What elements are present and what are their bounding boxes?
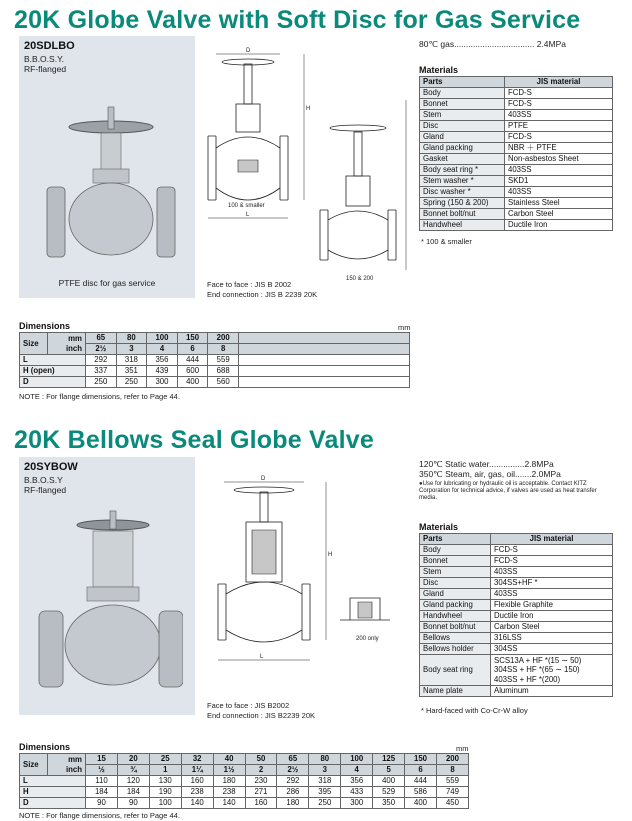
material-part: Handwheel bbox=[420, 220, 505, 231]
dim-value: 444 bbox=[405, 776, 437, 787]
dim-row bbox=[20, 776, 469, 787]
model-connection: RF-flanged bbox=[24, 64, 67, 74]
dim-value: 190 bbox=[149, 787, 181, 798]
dim-inch-value: 5 bbox=[373, 765, 405, 776]
dim-mm-value: 80 bbox=[116, 333, 147, 344]
valve-photo bbox=[33, 505, 183, 705]
dim-value: 180 bbox=[277, 798, 309, 809]
material-value: FCD-S bbox=[505, 88, 613, 99]
materials-title: Materials bbox=[419, 65, 459, 75]
material-value: Stainless Steel bbox=[505, 198, 613, 209]
dim-row-label: D bbox=[20, 798, 86, 809]
dim-mm-value: 50 bbox=[245, 754, 277, 765]
dim-value: 318 bbox=[116, 355, 147, 366]
dim-value: 300 bbox=[341, 798, 373, 809]
dim-inch-value: 2½ bbox=[86, 344, 117, 355]
model-code: 20SYBOW bbox=[24, 461, 78, 473]
dim-inch-value: 8 bbox=[436, 765, 468, 776]
dim-mm-value: 65 bbox=[86, 333, 117, 344]
material-part: Body seat ring * bbox=[420, 165, 505, 176]
model-type: B.B.O.S.Y. bbox=[24, 54, 65, 64]
dim-value: 110 bbox=[86, 776, 118, 787]
material-row bbox=[420, 176, 613, 187]
material-value: FCD-S bbox=[491, 545, 613, 556]
dim-value: 130 bbox=[149, 776, 181, 787]
material-row bbox=[420, 644, 613, 655]
material-row bbox=[420, 198, 613, 209]
dimensions-table-2 bbox=[19, 753, 469, 809]
dim-mm-value: 80 bbox=[309, 754, 341, 765]
material-part: Bonnet bolt/nut bbox=[420, 209, 505, 220]
section1-drawing bbox=[200, 40, 415, 280]
material-value bbox=[491, 655, 613, 686]
material-row bbox=[420, 578, 613, 589]
material-value: Non-asbestos Sheet bbox=[505, 154, 613, 165]
seat-ring-value: SCS13A + HF *(15 ∼ 50) bbox=[494, 655, 582, 665]
dim-value: 433 bbox=[341, 787, 373, 798]
dimensions-title: Dimensions bbox=[19, 321, 71, 331]
dim-value: 400 bbox=[177, 377, 208, 388]
face-to-face: Face to face : JIS B2002 bbox=[207, 701, 290, 710]
dim-value: 238 bbox=[213, 787, 245, 798]
material-row bbox=[420, 209, 613, 220]
material-part: Disc bbox=[420, 578, 491, 589]
material-value: 304SS bbox=[491, 644, 613, 655]
dim-value: 688 bbox=[208, 366, 239, 377]
dim-row-label: L bbox=[20, 776, 86, 787]
material-value: Aluminum bbox=[491, 686, 613, 697]
dim-inch-value: 2 bbox=[245, 765, 277, 776]
dim-mm-label: mm bbox=[48, 333, 86, 344]
dim-inch-value: 3 bbox=[309, 765, 341, 776]
model-connection: RF-flanged bbox=[24, 485, 67, 495]
material-value: 403SS bbox=[505, 165, 613, 176]
material-value: Ductile Iron bbox=[491, 611, 613, 622]
material-part: Gland bbox=[420, 589, 491, 600]
material-part: Bellows holder bbox=[420, 644, 491, 655]
dim-value: 300 bbox=[147, 377, 178, 388]
dim-value: 100 bbox=[149, 798, 181, 809]
dim-value: 356 bbox=[341, 776, 373, 787]
material-value: Flexible Graphite bbox=[491, 600, 613, 611]
material-value: 403SS bbox=[505, 110, 613, 121]
dim-value: 559 bbox=[436, 776, 468, 787]
material-row bbox=[420, 187, 613, 198]
material-value: PTFE bbox=[505, 121, 613, 132]
dim-inch-label: inch bbox=[48, 765, 86, 776]
material-part: Body bbox=[420, 88, 505, 99]
material-value: Ductile Iron bbox=[505, 220, 613, 231]
material-part: Stem bbox=[420, 567, 491, 578]
pressure-rating: 80℃ gas.................................. 2.4MPa bbox=[419, 39, 567, 49]
dim-size-label: Size bbox=[20, 754, 48, 776]
dim-value: 749 bbox=[436, 787, 468, 798]
material-value: FCD-S bbox=[505, 132, 613, 143]
dim-h-label: H bbox=[306, 106, 311, 112]
dim-row bbox=[20, 798, 469, 809]
dim-mm-label: mm bbox=[48, 754, 86, 765]
dim-row-label: D bbox=[20, 377, 86, 388]
valve-photo bbox=[39, 91, 179, 271]
material-part: Bonnet bbox=[420, 99, 505, 110]
dim-mm-value: 100 bbox=[341, 754, 373, 765]
materials-note: * 100 & smaller bbox=[421, 237, 472, 246]
material-part: Disc bbox=[420, 121, 505, 132]
material-part: Handwheel bbox=[420, 611, 491, 622]
dim-l-label: L bbox=[246, 212, 250, 218]
pressure-rating-2: 350℃ Steam, air, gas, oil.......2.0MPa bbox=[419, 469, 561, 479]
dim-blank bbox=[239, 377, 410, 388]
material-value: NBR ＋ PTFE bbox=[505, 143, 613, 154]
material-row bbox=[420, 611, 613, 622]
dim-value: 180 bbox=[213, 776, 245, 787]
material-part: Name plate bbox=[420, 686, 491, 697]
dim-row bbox=[20, 366, 410, 377]
dim-value: 271 bbox=[245, 787, 277, 798]
dim-blank bbox=[239, 355, 410, 366]
dim-value: 160 bbox=[245, 798, 277, 809]
dim-mm-value: 100 bbox=[147, 333, 178, 344]
material-row bbox=[420, 99, 613, 110]
dim-value: 292 bbox=[86, 355, 117, 366]
photo-caption: PTFE disc for gas service bbox=[58, 278, 156, 288]
dim-inch-value: 1 bbox=[149, 765, 181, 776]
material-part: Stem bbox=[420, 110, 505, 121]
dim-value: 559 bbox=[208, 355, 239, 366]
dim-mm-value: 200 bbox=[208, 333, 239, 344]
dim-mm-value: 65 bbox=[277, 754, 309, 765]
material-part: Gasket bbox=[420, 154, 505, 165]
material-row bbox=[420, 545, 613, 556]
dim-inch-value: 3 bbox=[116, 344, 147, 355]
dim-value: 450 bbox=[436, 798, 468, 809]
dim-value: 230 bbox=[245, 776, 277, 787]
materials-table-2 bbox=[419, 533, 613, 697]
material-part: Stem washer * bbox=[420, 176, 505, 187]
model-type: B.B.O.S.Y bbox=[24, 475, 63, 485]
material-part: Bellows bbox=[420, 633, 491, 644]
flange-note: NOTE : For flange dimensions, refer to Page 44. bbox=[19, 392, 180, 401]
material-part: Disc washer * bbox=[420, 187, 505, 198]
materials-title: Materials bbox=[419, 522, 459, 532]
dim-value: 90 bbox=[117, 798, 149, 809]
dim-value: 318 bbox=[309, 776, 341, 787]
dim-row-label: H (open) bbox=[20, 366, 86, 377]
material-row bbox=[420, 88, 613, 99]
dim-row bbox=[20, 377, 410, 388]
material-part: Gland packing bbox=[420, 600, 491, 611]
dim-value: 184 bbox=[86, 787, 118, 798]
dim-inch-value: ¾ bbox=[117, 765, 149, 776]
materials-header-parts: Parts bbox=[420, 77, 505, 88]
dim-value: 140 bbox=[213, 798, 245, 809]
dim-value: 351 bbox=[116, 366, 147, 377]
dim-inch-value: 8 bbox=[208, 344, 239, 355]
material-part: Bonnet bbox=[420, 556, 491, 567]
material-row bbox=[420, 567, 613, 578]
materials-table-1 bbox=[419, 76, 613, 231]
dimensions-table-1 bbox=[19, 332, 410, 388]
material-row bbox=[420, 622, 613, 633]
dim-row-label: L bbox=[20, 355, 86, 366]
pressure-rating-1: 120℃ Static water...............2.8MPa bbox=[419, 459, 554, 469]
dim-value: 400 bbox=[373, 776, 405, 787]
dim-inch-value: 6 bbox=[177, 344, 208, 355]
section2-photo-panel bbox=[19, 457, 195, 715]
material-row bbox=[420, 589, 613, 600]
dim-value: 586 bbox=[405, 787, 437, 798]
section1-photo-panel bbox=[19, 36, 195, 298]
dimensions-unit: mm bbox=[456, 744, 469, 753]
dim-mm-value: 20 bbox=[117, 754, 149, 765]
dim-row bbox=[20, 787, 469, 798]
drawing-label-small: 100 & smaller bbox=[228, 203, 265, 209]
end-connection: End connection : JIS B 2239 20K bbox=[207, 290, 318, 299]
materials-header-material: JIS material bbox=[491, 534, 613, 545]
material-value: 403SS bbox=[505, 187, 613, 198]
dim-value: 250 bbox=[309, 798, 341, 809]
dim-value: 337 bbox=[86, 366, 117, 377]
dim-value: 600 bbox=[177, 366, 208, 377]
dim-value: 120 bbox=[117, 776, 149, 787]
dim-value: 140 bbox=[181, 798, 213, 809]
dimensions-title: Dimensions bbox=[19, 742, 71, 752]
dim-value: 439 bbox=[147, 366, 178, 377]
material-row bbox=[420, 556, 613, 567]
dim-value: 529 bbox=[373, 787, 405, 798]
dim-mm-value: 200 bbox=[436, 754, 468, 765]
dim-size-label: Size bbox=[20, 333, 48, 355]
dim-inch-value: 4 bbox=[341, 765, 373, 776]
section1-title: 20K Globe Valve with Soft Disc for Gas Service bbox=[14, 6, 581, 34]
dim-inch-value: 6 bbox=[405, 765, 437, 776]
dim-row-label: H bbox=[20, 787, 86, 798]
dim-inch-value: 2½ bbox=[277, 765, 309, 776]
dim-value: 184 bbox=[117, 787, 149, 798]
dim-value: 250 bbox=[116, 377, 147, 388]
material-value: FCD-S bbox=[505, 99, 613, 110]
material-part: Gland packing bbox=[420, 143, 505, 154]
material-value: SKD1 bbox=[505, 176, 613, 187]
material-row bbox=[420, 165, 613, 176]
dim-value: 286 bbox=[277, 787, 309, 798]
materials-header-material: JIS material bbox=[505, 77, 613, 88]
dim-value: 395 bbox=[309, 787, 341, 798]
materials-header-parts: Parts bbox=[420, 534, 491, 545]
dim-inch-value: ½ bbox=[86, 765, 118, 776]
material-value: 403SS bbox=[491, 567, 613, 578]
material-part: Gland bbox=[420, 132, 505, 143]
dim-value: 238 bbox=[181, 787, 213, 798]
dimensions-unit: mm bbox=[398, 323, 411, 332]
dim-mm-value: 150 bbox=[405, 754, 437, 765]
dim-d-label: D bbox=[246, 48, 251, 54]
material-row bbox=[420, 132, 613, 143]
flange-note: NOTE : For flange dimensions, refer to Page 44. bbox=[19, 811, 180, 820]
end-connection: End connection : JIS B2239 20K bbox=[207, 711, 315, 720]
material-row bbox=[420, 110, 613, 121]
dim-inch-value: 1½ bbox=[213, 765, 245, 776]
materials-note: * Hard-faced with Co-Cr-W alloy bbox=[421, 706, 528, 715]
dim-inch-value: 4 bbox=[147, 344, 178, 355]
dim-value: 90 bbox=[86, 798, 118, 809]
dim-mm-value: 125 bbox=[373, 754, 405, 765]
dim-h-label: H bbox=[328, 552, 333, 558]
seat-ring-value: 304SS + HF *(65 ∼ 150) bbox=[494, 665, 580, 675]
dim-value: 400 bbox=[405, 798, 437, 809]
dim-mm-value: 32 bbox=[181, 754, 213, 765]
material-value: 316LSS bbox=[491, 633, 613, 644]
dim-inch-label: inch bbox=[48, 344, 86, 355]
material-value: Carbon Steel bbox=[505, 209, 613, 220]
dim-value: 560 bbox=[208, 377, 239, 388]
dim-value: 444 bbox=[177, 355, 208, 366]
material-value: FCD-S bbox=[491, 556, 613, 567]
dim-blank bbox=[239, 366, 410, 377]
material-part: Body seat ring bbox=[420, 655, 491, 686]
section2-drawing bbox=[200, 470, 415, 700]
material-row bbox=[420, 154, 613, 165]
dim-value: 350 bbox=[373, 798, 405, 809]
drawing-label-large: 150 & 200 bbox=[346, 276, 374, 280]
material-value: Carbon Steel bbox=[491, 622, 613, 633]
dim-mm-value: 25 bbox=[149, 754, 181, 765]
material-row bbox=[420, 220, 613, 231]
section2-title: 20K Bellows Seal Globe Valve bbox=[14, 426, 374, 454]
model-code: 20SDLBO bbox=[24, 40, 75, 52]
dim-value: 356 bbox=[147, 355, 178, 366]
dim-row bbox=[20, 355, 410, 366]
rating-note: ●Use for lubricating or hydraulic oil is acceptable. Contact KITZ Corporation for technical advice, if valves are used as heat transfer media. bbox=[419, 481, 597, 501]
dim-value: 250 bbox=[86, 377, 117, 388]
material-row bbox=[420, 633, 613, 644]
dim-l-label: L bbox=[260, 654, 264, 660]
material-part: Bonnet bolt/nut bbox=[420, 622, 491, 633]
material-value: 304SS+HF * bbox=[491, 578, 613, 589]
face-to-face: Face to face : JIS B 2002 bbox=[207, 280, 292, 289]
material-part: Spring (150 & 200) bbox=[420, 198, 505, 209]
dim-mm-value: 150 bbox=[177, 333, 208, 344]
dim-mm-value: 15 bbox=[86, 754, 118, 765]
material-part: Body bbox=[420, 545, 491, 556]
material-row bbox=[420, 600, 613, 611]
dim-d-label: D bbox=[261, 476, 266, 482]
seat-ring-value: 403SS + HF *(200) bbox=[494, 674, 561, 684]
material-row bbox=[420, 143, 613, 154]
material-value: 403SS bbox=[491, 589, 613, 600]
material-row bbox=[420, 121, 613, 132]
dim-value: 292 bbox=[277, 776, 309, 787]
dim-value: 160 bbox=[181, 776, 213, 787]
dim-inch-value: 1¼ bbox=[181, 765, 213, 776]
drawing-label-200: 200 only bbox=[356, 636, 379, 642]
dim-mm-value: 40 bbox=[213, 754, 245, 765]
